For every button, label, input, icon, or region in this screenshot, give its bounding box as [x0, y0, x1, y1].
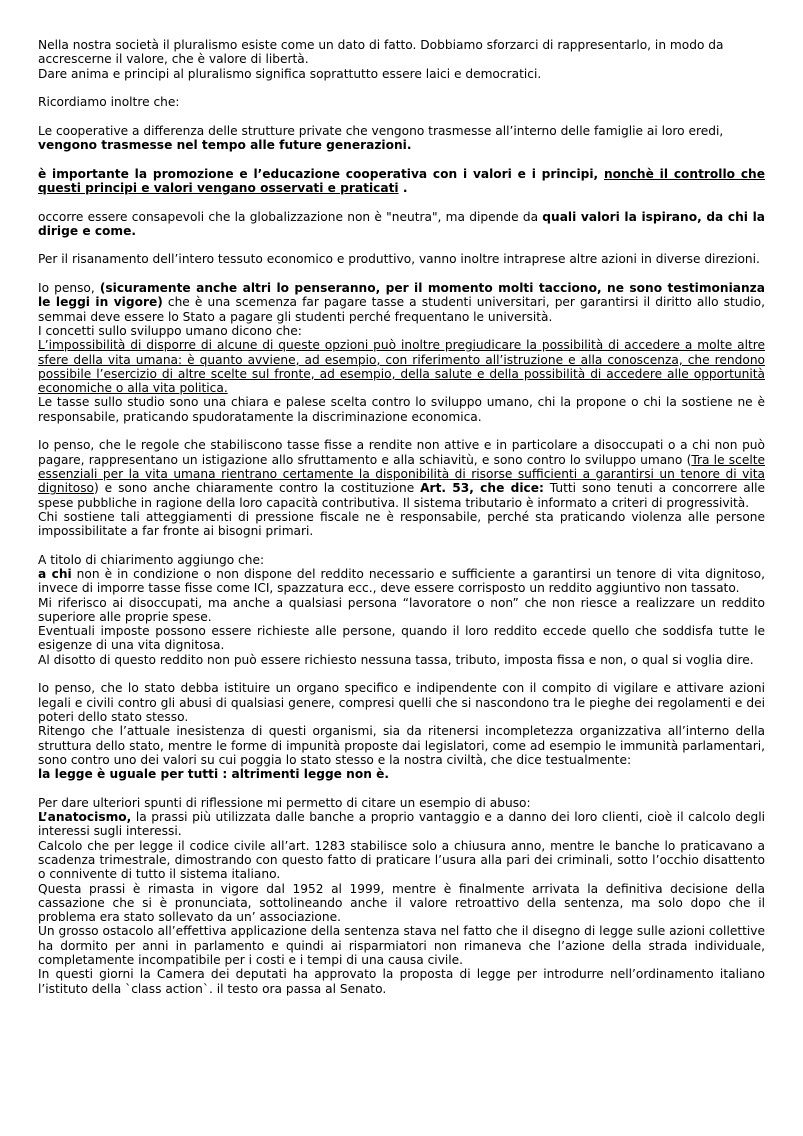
paragraph: [38, 324, 765, 338]
text-run: Ricordiamo inoltre che:: [38, 95, 180, 110]
paragraph-spacer: [38, 424, 765, 438]
text-run: Chi sostiene tali atteggiamenti di pressione fiscale ne è responsabile, perché sta praticando violenza alle persone impossibilitate a far fronte ai bisogni primari.: [38, 509, 765, 539]
paragraph: [38, 252, 765, 266]
text-run: Questa prassi è rimasta in vigore dal 1952 al 1999, mentre è finalmente arrivata la definitiva decisione della cassazione che si è pronunciata, sottolineando anche il valore retroattivo della sentenza, ma solo dopo che il problema era stato sollevato da un’ associazione.: [38, 881, 765, 925]
text-run: In questi giorni la Camera dei deputati ha approvato la proposta di legge per introdurre nell’ordinamento italiano l’istituto della `class action`. il testo ora passa al Senato.: [38, 967, 765, 996]
text-run: Le tasse sullo studio sono una chiara e palese scelta contro lo sviluppo umano, chi la propone o chi la sostiene ne è responsabile, praticando spudoratamente la discriminazione economica.: [38, 395, 765, 424]
text-run: Ritengo che l’attuale inesistenza di questi organismi, sia da ritenersi incompletezza organizzativa all’interno della struttura dello stato, mentre le forme di impunità proposte dai legislatori, come ad esempio le immunità parlamentari, sono contro uno dei valori su cui poggia lo stato stesso e la nostra civiltà, che dice testualmente:: [38, 724, 765, 767]
paragraph: [38, 124, 765, 153]
text-run: Un grosso ostacolo all’effettiva applicazione della sentenza stava nel fatto che il disegno di legge sulle azioni collettive ha dormito per anni in parlamento e quindi ai risparmiatori non rimaneva che l’azione della strada individuale, completamente incompatibile per i costi e i tempi di una causa civile.: [38, 924, 765, 967]
paragraph: [38, 438, 765, 509]
paragraph: [38, 681, 765, 724]
text-run: Io penso, che le regole che stabiliscono tasse fisse a rendite non attive e in particolare a disoccupati o a chi non può pagare, rappresentano un istigazione allo sfruttamento e alla schiavitù, e sono contro lo sviluppo umano (: [38, 438, 765, 467]
text-run: L’impossibilità di disporre di alcune di queste opzioni può inoltre pregiudicare la possibilità di accedere a molte altre sfere della vita umana: è quanto avviene, ad esempio, con riferimento all’istruzione e alla conoscenza, che rendono possibile l’esercizio di altre scelte sul fronte, ad esempio, della salute e della possibilità di accedere alle opportunità economiche o alla vita politica.: [38, 338, 765, 396]
text-run: Mi riferisco ai disoccupati, ma anche a qualsiasi persona “lavoratore o non” che non riesce a realizzare un reddito superiore alle proprie spese.: [38, 595, 765, 624]
paragraph: [38, 839, 765, 882]
text-run: occorre essere consapevoli che la globalizzazione non è "neutra", ma dipende da: [38, 209, 543, 224]
paragraph: [38, 553, 765, 567]
paragraph-spacer: [38, 195, 765, 209]
bold-text-run: (sicuramente anche altri lo penseranno, per il momento molti tacciono, ne sono testimonianza le leggi in vigore): [38, 281, 765, 310]
bold-text-run: è importante la promozione e l’educazione cooperativa con i valori e i principi,: [38, 166, 604, 181]
paragraph: [38, 510, 765, 539]
bold-text-run: la legge è uguale per tutti : altrimenti legge non è.: [38, 767, 390, 782]
paragraph: [38, 38, 765, 67]
paragraph: [38, 624, 765, 653]
text-run: Tra le scelte essenziali per la vita umana rientrano certamente la disponibilità di risorse sufficienti a garantirsi un tenore di vita dignitoso: [38, 452, 765, 496]
text-run: Io penso, che lo stato debba istituire un organo specifico e indipendente con il compito di vigilare e attivare azioni legali e civili contro gli abusi di qualsiasi genere, compresi quelli che si nascondono tra le pieghe dei regolamenti e dei poteri dello stato stesso.: [38, 681, 765, 724]
text-run: Eventuali imposte possono essere richieste alle persone, quando il loro reddito eccede quello che soddisfa tutte le esigenze di una vita dignitosa.: [38, 624, 765, 653]
paragraph-spacer: [38, 109, 765, 123]
text-run: Io penso,: [38, 281, 100, 296]
bold-text-run: quali valori la ispirano, da chi la dirige e come.: [38, 209, 765, 238]
text-run: Le cooperative a differenza delle strutture private che vengono trasmesse all’interno delle famiglie ai loro eredi,: [38, 123, 724, 138]
text-run: Al disotto di questo reddito non può essere richiesto nessuna tassa, tributo, imposta fissa e non, o qual si voglia dire.: [38, 652, 754, 667]
text-run: la prassi più utilizzata dalle banche a proprio vantaggio e a danno dei loro clienti, cioè il calcolo degli interessi sugli interessi.: [38, 810, 765, 839]
paragraph: [38, 767, 765, 781]
paragraph: [38, 810, 765, 839]
paragraph: [38, 167, 765, 196]
paragraph-spacer: [38, 538, 765, 552]
text-run: Per il risanamento dell’intero tessuto economico e produttivo, vanno inoltre intraprese altre azioni in diverse direzioni.: [38, 252, 760, 267]
text-run: A titolo di chiarimento aggiungo che:: [38, 552, 265, 567]
paragraph: [38, 724, 765, 767]
text-run: Calcolo che per legge il codice civile all’art. 1283 stabilisce solo a chiusura anno, mentre le banche lo praticavano a scadenza trimestrale, dimostrando con questo fatto di praticare l’usura alla pari dei criminali, sotto l’occhio disattento o connivente di tutto il sistema italiano.: [38, 838, 765, 882]
bold-text-run: .: [398, 180, 408, 195]
paragraph: [38, 67, 765, 81]
text-run: Dare anima e principi al pluralismo significa soprattutto essere laici e democratici.: [38, 66, 542, 81]
paragraph: [38, 596, 765, 625]
document-body: [38, 38, 765, 996]
paragraph: [38, 95, 765, 109]
bold-text-run: nonchè il controllo che questi principi e valori vengano osservati e praticati: [38, 166, 765, 195]
text-run: I concetti sullo sviluppo umano dicono che:: [38, 323, 302, 338]
text-run: che è una scemenza far pagare tasse a studenti universitari, per garantirsi il diritto allo studio, semmai deve essere lo Stato a pagare gli studenti perché frequentano le università.: [38, 295, 765, 324]
text-run: non è in condizione o non dispone del reddito necessario e sufficiente a garantirsi un tenore di vita dignitoso, invece di imporre tasse fisse come ICI, spazzatura ecc., deve essere corrisposto un reddito aggiuntivo non tassato.: [38, 566, 765, 596]
text-run: ) e sono anche chiaramente contro la costituzione: [94, 481, 421, 496]
paragraph-spacer: [38, 152, 765, 166]
bold-text-run: a chi: [38, 566, 72, 581]
paragraph-spacer: [38, 267, 765, 281]
paragraph-spacer: [38, 238, 765, 252]
bold-text-run: Art. 53, che dice:: [420, 481, 544, 496]
paragraph: [38, 338, 765, 395]
bold-text-run: vengono trasmesse nel tempo alle future generazioni.: [38, 138, 412, 153]
paragraph: [38, 796, 765, 810]
text-run: Nella nostra società il pluralismo esiste come un dato di fatto. Dobbiamo sforzarci di rappresentarlo, in modo da accrescerne il valore, che è valore di libertà.: [38, 38, 724, 67]
bold-text-run: L’anatocismo,: [38, 810, 132, 825]
paragraph-spacer: [38, 781, 765, 795]
paragraph: [38, 967, 765, 996]
paragraph-spacer: [38, 667, 765, 681]
text-run: Per dare ulteriori spunti di riflessione mi permetto di citare un esempio di abuso:: [38, 795, 531, 810]
paragraph: [38, 281, 765, 324]
paragraph: [38, 210, 765, 239]
paragraph: [38, 924, 765, 967]
paragraph-spacer: [38, 81, 765, 95]
paragraph: [38, 653, 765, 667]
paragraph: [38, 882, 765, 925]
paragraph: [38, 395, 765, 424]
text-run: Tutti sono tenuti a concorrere alle spese pubbliche in ragione della loro capacità contributiva. Il sistema tributario è informato a criteri di progressività.: [38, 481, 765, 510]
paragraph: [38, 567, 765, 596]
